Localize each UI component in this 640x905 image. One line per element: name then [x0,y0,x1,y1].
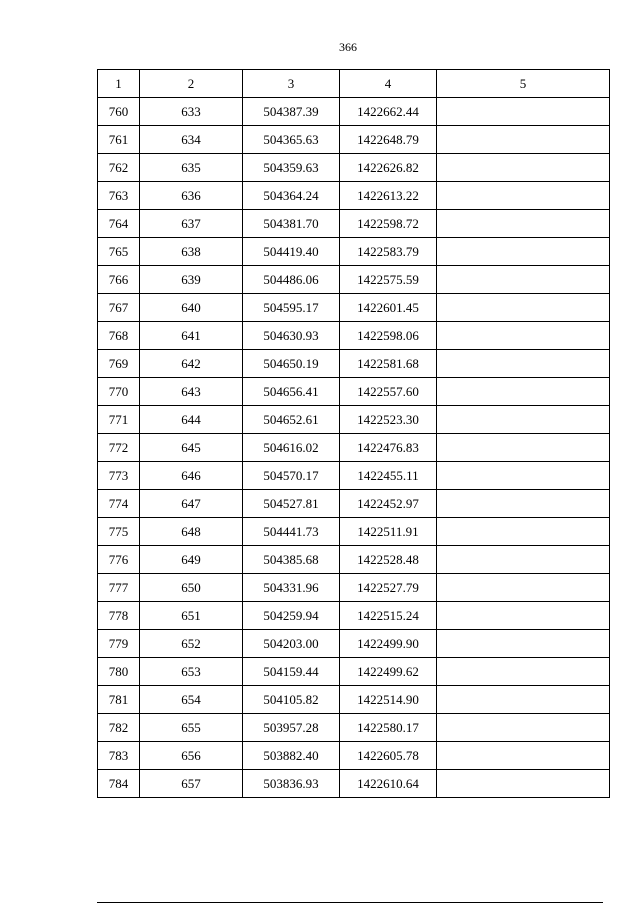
vertex-number-cell: 637 [140,210,243,238]
note-cell [437,98,610,126]
y-coordinate-cell: 1422527.79 [340,574,437,602]
vertex-number-cell: 645 [140,434,243,462]
table-row [98,742,610,770]
x-coordinate-cell: 504359.63 [243,154,340,182]
y-coordinate-cell: 1422648.79 [340,126,437,154]
vertex-number-cell: 640 [140,294,243,322]
x-coordinate-cell: 504652.61 [243,406,340,434]
vertex-number-cell: 652 [140,630,243,658]
coordinates-table [97,69,610,798]
note-cell [437,406,610,434]
y-coordinate-cell: 1422476.83 [340,434,437,462]
note-cell [437,742,610,770]
point-number-cell: 769 [98,350,140,378]
note-cell [437,154,610,182]
x-coordinate-cell: 504595.17 [243,294,340,322]
x-coordinate-cell: 504650.19 [243,350,340,378]
x-coordinate-cell: 504441.73 [243,518,340,546]
header-cell-1: 1 [98,70,140,98]
table-row [98,602,610,630]
x-coordinate-cell: 504656.41 [243,378,340,406]
vertex-number-cell: 633 [140,98,243,126]
y-coordinate-cell: 1422523.30 [340,406,437,434]
point-number-cell: 773 [98,462,140,490]
x-coordinate-cell: 504159.44 [243,658,340,686]
note-cell [437,630,610,658]
point-number-cell: 772 [98,434,140,462]
note-cell [437,490,610,518]
table-row [98,266,610,294]
y-coordinate-cell: 1422581.68 [340,350,437,378]
point-number-cell: 780 [98,658,140,686]
vertex-number-cell: 655 [140,714,243,742]
note-cell [437,602,610,630]
point-number-cell: 763 [98,182,140,210]
table-row [98,210,610,238]
point-number-cell: 767 [98,294,140,322]
x-coordinate-cell: 503836.93 [243,770,340,798]
vertex-number-cell: 647 [140,490,243,518]
table-row [98,182,610,210]
point-number-cell: 778 [98,602,140,630]
y-coordinate-cell: 1422452.97 [340,490,437,518]
note-cell [437,658,610,686]
x-coordinate-cell: 504105.82 [243,686,340,714]
point-number-cell: 781 [98,686,140,714]
y-coordinate-cell: 1422557.60 [340,378,437,406]
point-number-cell: 761 [98,126,140,154]
vertex-number-cell: 656 [140,742,243,770]
table-row [98,322,610,350]
table-row [98,238,610,266]
x-coordinate-cell: 504419.40 [243,238,340,266]
vertex-number-cell: 651 [140,602,243,630]
y-coordinate-cell: 1422515.24 [340,602,437,630]
table-row [98,490,610,518]
x-coordinate-cell: 504527.81 [243,490,340,518]
note-cell [437,322,610,350]
note-cell [437,434,610,462]
table-row [98,350,610,378]
table-row [98,98,610,126]
table-row [98,714,610,742]
x-coordinate-cell: 503882.40 [243,742,340,770]
x-coordinate-cell: 504570.17 [243,462,340,490]
footer-rule [97,902,603,903]
note-cell [437,546,610,574]
y-coordinate-cell: 1422662.44 [340,98,437,126]
x-coordinate-cell: 504259.94 [243,602,340,630]
x-coordinate-cell: 504385.68 [243,546,340,574]
header-cell-3: 3 [243,70,340,98]
point-number-cell: 775 [98,518,140,546]
table-row [98,406,610,434]
y-coordinate-cell: 1422598.72 [340,210,437,238]
point-number-cell: 770 [98,378,140,406]
vertex-number-cell: 649 [140,546,243,574]
table-row [98,434,610,462]
point-number-cell: 765 [98,238,140,266]
x-coordinate-cell: 504331.96 [243,574,340,602]
note-cell [437,126,610,154]
y-coordinate-cell: 1422514.90 [340,686,437,714]
table-row [98,770,610,798]
point-number-cell: 766 [98,266,140,294]
vertex-number-cell: 639 [140,266,243,294]
vertex-number-cell: 650 [140,574,243,602]
table-body [98,70,610,798]
header-cell-4: 4 [340,70,437,98]
point-number-cell: 768 [98,322,140,350]
x-coordinate-cell: 504630.93 [243,322,340,350]
x-coordinate-cell: 504381.70 [243,210,340,238]
note-cell [437,350,610,378]
vertex-number-cell: 657 [140,770,243,798]
note-cell [437,462,610,490]
y-coordinate-cell: 1422528.48 [340,546,437,574]
y-coordinate-cell: 1422605.78 [340,742,437,770]
y-coordinate-cell: 1422610.64 [340,770,437,798]
y-coordinate-cell: 1422613.22 [340,182,437,210]
point-number-cell: 782 [98,714,140,742]
y-coordinate-cell: 1422583.79 [340,238,437,266]
vertex-number-cell: 641 [140,322,243,350]
y-coordinate-cell: 1422511.91 [340,518,437,546]
point-number-cell: 762 [98,154,140,182]
point-number-cell: 774 [98,490,140,518]
x-coordinate-cell: 504387.39 [243,98,340,126]
table-row [98,630,610,658]
note-cell [437,266,610,294]
y-coordinate-cell: 1422455.11 [340,462,437,490]
y-coordinate-cell: 1422598.06 [340,322,437,350]
note-cell [437,182,610,210]
y-coordinate-cell: 1422626.82 [340,154,437,182]
note-cell [437,378,610,406]
note-cell [437,686,610,714]
table-row [98,462,610,490]
y-coordinate-cell: 1422580.17 [340,714,437,742]
y-coordinate-cell: 1422499.62 [340,658,437,686]
table-row [98,658,610,686]
vertex-number-cell: 638 [140,238,243,266]
point-number-cell: 764 [98,210,140,238]
vertex-number-cell: 636 [140,182,243,210]
page-number: 366 [339,40,357,54]
vertex-number-cell: 646 [140,462,243,490]
vertex-number-cell: 634 [140,126,243,154]
vertex-number-cell: 648 [140,518,243,546]
point-number-cell: 784 [98,770,140,798]
x-coordinate-cell: 504486.06 [243,266,340,294]
note-cell [437,210,610,238]
point-number-cell: 760 [98,98,140,126]
table-row [98,154,610,182]
table-row [98,126,610,154]
vertex-number-cell: 642 [140,350,243,378]
header-cell-2: 2 [140,70,243,98]
y-coordinate-cell: 1422499.90 [340,630,437,658]
x-coordinate-cell: 503957.28 [243,714,340,742]
note-cell [437,238,610,266]
point-number-cell: 771 [98,406,140,434]
note-cell [437,294,610,322]
note-cell [437,518,610,546]
header-cell-5: 5 [437,70,610,98]
x-coordinate-cell: 504616.02 [243,434,340,462]
y-coordinate-cell: 1422601.45 [340,294,437,322]
table-row [98,546,610,574]
vertex-number-cell: 635 [140,154,243,182]
point-number-cell: 777 [98,574,140,602]
y-coordinate-cell: 1422575.59 [340,266,437,294]
x-coordinate-cell: 504364.24 [243,182,340,210]
vertex-number-cell: 654 [140,686,243,714]
note-cell [437,714,610,742]
table-row [98,574,610,602]
point-number-cell: 783 [98,742,140,770]
note-cell [437,574,610,602]
table-row [98,294,610,322]
vertex-number-cell: 653 [140,658,243,686]
point-number-cell: 776 [98,546,140,574]
table-row [98,378,610,406]
table-header-row [98,70,610,98]
vertex-number-cell: 643 [140,378,243,406]
point-number-cell: 779 [98,630,140,658]
table-row [98,686,610,714]
note-cell [437,770,610,798]
x-coordinate-cell: 504365.63 [243,126,340,154]
vertex-number-cell: 644 [140,406,243,434]
x-coordinate-cell: 504203.00 [243,630,340,658]
table-row [98,518,610,546]
